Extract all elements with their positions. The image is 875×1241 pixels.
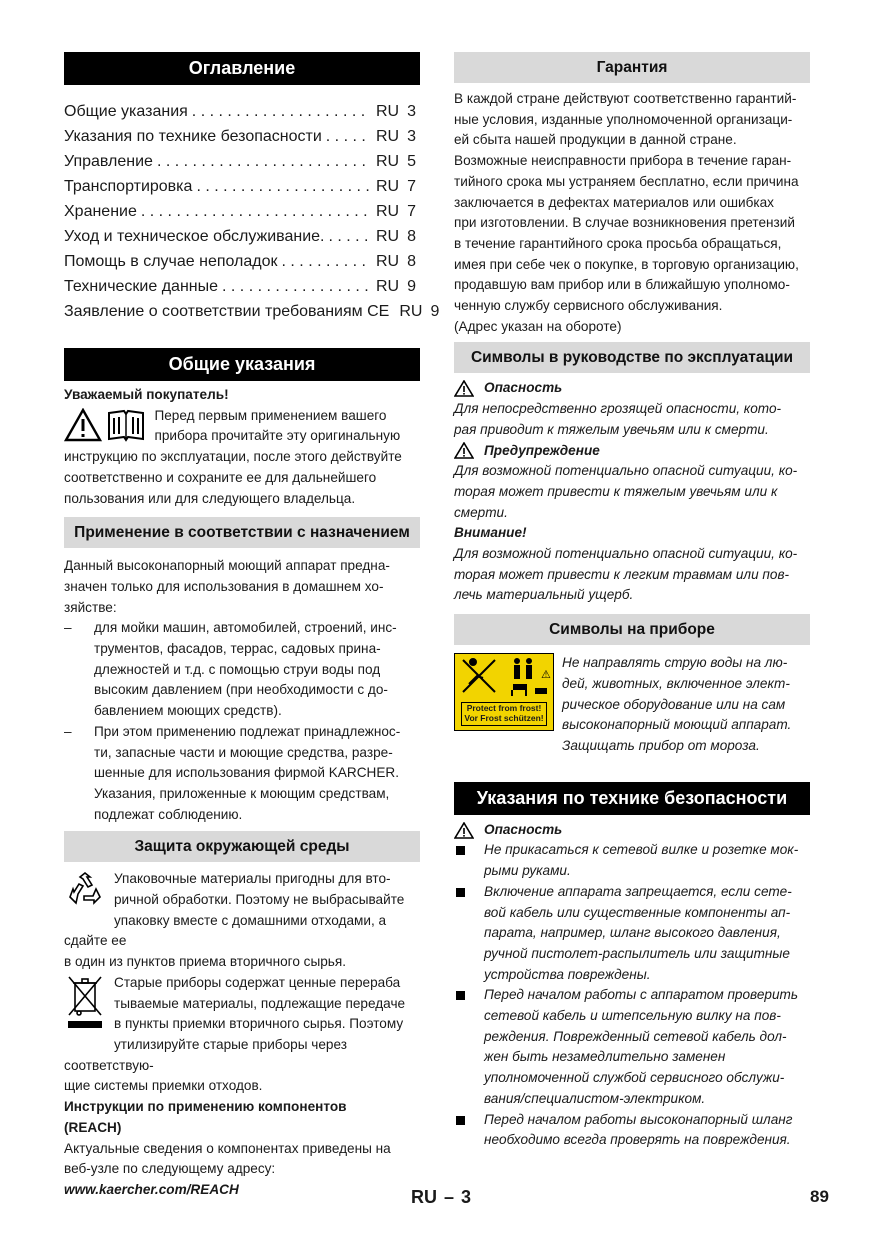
device-text: высоконапорный моющий аппарат. <box>562 717 792 733</box>
toc-item-number: 3 <box>407 103 417 120</box>
env-old-devices <box>64 973 420 1097</box>
toc-item[interactable] <box>64 149 420 174</box>
toc-item-title: Технические данные <box>64 278 219 295</box>
dash2-line: шенные для использования фирмой KARCHER. <box>94 765 399 781</box>
usage-line-3: зяйстве: <box>64 599 117 615</box>
dash2-line: подлежат соблюдению. <box>94 806 243 822</box>
toc-item-number: 7 <box>407 203 417 220</box>
read-manual-icons <box>64 408 146 442</box>
device-symbol-text <box>562 653 810 757</box>
toc-header: Оглавление <box>64 52 420 85</box>
env-packaging <box>64 869 420 973</box>
safety-bullet-line: Не прикасаться к сетевой вилке и розетке мок- <box>484 842 799 858</box>
toc-leader <box>188 99 370 124</box>
toc-item-page <box>370 124 420 149</box>
env-line: ричной обработки. Поэтому не выбрасывайте <box>114 892 405 908</box>
reach-title-2: (REACH) <box>64 1119 122 1135</box>
env-line: Упаковочные материалы пригодны для вто- <box>114 871 391 887</box>
intro-line-3: инструкцию по эксплуатации, после этого действуйте <box>64 449 402 465</box>
safety-bullet-line: Включение аппарата запрещается, если сете- <box>484 883 792 899</box>
dash1-line: для мойки машин, автомобилей, строений, инс- <box>94 620 397 636</box>
dash1-line: высоким давлением (при необходимости с до- <box>94 682 388 698</box>
toc-item-page <box>370 274 420 299</box>
dash-marker: – <box>64 723 72 739</box>
device-text: дей, животных, включенное элект- <box>562 675 790 691</box>
env-line: упаковку вместе с домашними отходами, а сдайте ее <box>64 912 387 949</box>
device-text: рическое оборудование или на сам <box>562 696 786 712</box>
warranty-line: при изготовлении. В случае возникновения претензий <box>454 215 795 231</box>
footer-section: RU <box>411 1187 437 1207</box>
safety-bullet-line: необходимо всегда проверять на повреждения. <box>484 1132 791 1148</box>
frost-line-2: Vor Frost schützen! <box>464 713 544 724</box>
device-text: Не направлять струю воды на лю- <box>562 655 788 671</box>
safety-bullet-line: жен быть незамедлительно заменен <box>484 1049 726 1065</box>
bullet-square-icon <box>454 882 484 986</box>
reach-url-link[interactable]: www.kaercher.com/REACH <box>64 1181 239 1197</box>
toc-item-title: Уход и техническое обслуживание. <box>64 228 325 245</box>
recycle-icon <box>66 871 104 907</box>
reach-title-1: Инструкции по применению компонентов <box>64 1099 347 1115</box>
env-line: в один из пунктов приема вторичного сырья. <box>64 954 347 970</box>
toc-item-title: Хранение <box>64 203 137 220</box>
caution-text: Для возможной потенциально опасной ситуации, ко- <box>454 546 798 562</box>
toc-item[interactable] <box>64 124 420 149</box>
warranty-line: ченную службу сервисного обслуживания. <box>454 298 723 314</box>
warranty-text <box>454 89 810 337</box>
warranty-line: заключается в дефектах материалов или ошибках <box>454 194 774 210</box>
warning-triangle-icon <box>454 380 474 397</box>
intro-line-2: прибора прочитайте эту оригинальную <box>154 428 401 444</box>
safety-bullet-line: вой кабель или существенные компоненты ап- <box>484 904 791 920</box>
toc-item[interactable] <box>64 224 420 249</box>
toc-item-page <box>370 249 420 274</box>
danger-label: Опасность <box>484 380 563 396</box>
toc-item[interactable] <box>64 174 420 199</box>
env-line: в пункты приемки вторичного сырья. Поэтому <box>114 1016 404 1032</box>
warning-heading <box>454 441 810 462</box>
toc-list <box>64 99 440 324</box>
safety-bullet-line: Перед началом работы с аппаратом проверить <box>484 987 798 1003</box>
toc-item-number: 8 <box>407 253 417 270</box>
toc-leader <box>278 249 370 274</box>
env-line: щие системы приемки отходов. <box>64 1078 263 1094</box>
usage-dash-item-1 <box>64 618 420 722</box>
toc-item[interactable] <box>64 274 420 299</box>
warranty-line: имея при себе чек о покупке, в торговую организацию, <box>454 256 799 272</box>
env-line: тываемые материалы, подлежащие передаче <box>114 995 406 1011</box>
warranty-line: продавшую вам прибор или в ближайшую уполномо- <box>454 277 790 293</box>
symbols-manual-header: Символы в руководстве по эксплуатации <box>454 342 810 373</box>
warranty-line: ей сбыта нашей продукции в данной стране. <box>454 132 737 148</box>
toc-item-page <box>393 299 439 324</box>
warranty-line: (Адрес указан на обороте) <box>454 318 622 334</box>
dash2-line: Указания, приложенные к моющим средствам, <box>94 785 390 801</box>
toc-item-lang: RU <box>376 178 400 195</box>
toc-item-number: 7 <box>407 178 417 195</box>
toc-item-lang: RU <box>399 303 423 320</box>
toc-item-lang: RU <box>376 103 400 120</box>
safety-bullet-line: устройства повреждены. <box>484 966 651 982</box>
reach-text-2: веб-узле по следующему адресу: <box>64 1161 276 1177</box>
symbols-device-header: Символы на приборе <box>454 614 810 645</box>
crossed-bin-icon <box>66 975 104 1033</box>
toc-leader <box>192 174 370 199</box>
dash2-line: При этом применению подлежат принадлежнос- <box>94 723 401 739</box>
dash1-line: трументов, фасадов, террас, садовых прина- <box>94 641 381 657</box>
warning-text: торая может привести к тяжелым увечьям или к <box>454 483 778 499</box>
safety-bullet-line: парата, например, шланг высокого давления, <box>484 925 781 941</box>
toc-item-number: 8 <box>407 228 417 245</box>
toc-item-title: Указания по технике безопасности <box>64 128 322 145</box>
toc-item-page <box>370 99 420 124</box>
device-symbol-block <box>454 653 810 757</box>
caution-text: торая может привести к легким травмам или пов- <box>454 566 790 582</box>
warning-triangle-icon <box>454 442 474 459</box>
warning-label: Предупреждение <box>484 442 600 458</box>
safety-bullet-line: сетевой кабель и штепсельную вилку на пов- <box>484 1008 781 1024</box>
usage-line-1: Данный высоконапорный моющий аппарат предна- <box>64 558 390 574</box>
toc-item-lang: RU <box>376 278 400 295</box>
warning-text: Для возможной потенциально опасной ситуации, ко- <box>454 463 798 479</box>
footer-section-page: 3 <box>461 1187 472 1207</box>
right-column <box>454 52 810 1151</box>
toc-item-lang: RU <box>376 253 400 270</box>
toc-item[interactable] <box>64 99 420 124</box>
safety-bullet-line: ручной пистолет-распылитель или защитные <box>484 945 790 961</box>
warning-text: смерти. <box>454 504 508 520</box>
toc-item-title: Помощь в случае неполадок <box>64 253 278 270</box>
env-header: Защита окружающей среды <box>64 831 420 862</box>
toc-item-number: 9 <box>430 303 440 320</box>
safety-bullet <box>454 1110 810 1151</box>
env-line: Старые приборы содержат ценные перераба <box>114 974 401 990</box>
toc-leader <box>322 124 370 149</box>
dear-customer: Уважаемый покупатель! <box>64 387 229 402</box>
safety-danger-label: Опасность <box>484 821 563 837</box>
toc-item-page <box>370 224 420 249</box>
toc-item[interactable] <box>64 249 420 274</box>
toc-item-lang: RU <box>376 228 400 245</box>
section-page-label <box>411 1187 471 1208</box>
toc-leader <box>218 274 370 299</box>
toc-item[interactable] <box>64 199 420 224</box>
dash1-line: длежностей и т.д. с помощью струи воды под <box>94 661 381 677</box>
toc-leader <box>324 224 370 249</box>
warning-triangle-icon <box>454 822 474 839</box>
frost-line-1: Protect from frost! <box>466 703 542 714</box>
warranty-line: ные условия, изданные уполномоченной организаци- <box>454 111 793 127</box>
usage-dash-item-2 <box>64 722 420 826</box>
toc-item-number: 9 <box>407 278 417 295</box>
left-column <box>64 52 440 1201</box>
warranty-line: Возможные неисправности прибора в течение гаран- <box>454 153 792 169</box>
intro-line-1: Перед первым применением вашего <box>154 407 387 423</box>
device-warning-label <box>454 653 554 731</box>
danger-heading <box>454 378 810 399</box>
no-spray-pictogram-icon <box>455 654 553 704</box>
toc-item-number: 3 <box>407 128 417 145</box>
toc-item-page <box>370 149 420 174</box>
safety-bullet-line: Перед началом работы высоконапорный шланг <box>484 1111 793 1127</box>
safety-bullet <box>454 882 810 986</box>
safety-bullet-line: рыми руками. <box>484 863 571 879</box>
dash1-line: бавлением моющих средств). <box>94 703 282 719</box>
usage-line-2: значен только для использования в домашнем хо- <box>64 578 384 594</box>
toc-item-title: Общие указания <box>64 103 188 120</box>
toc-item-page <box>370 174 420 199</box>
safety-bullet <box>454 985 810 1109</box>
safety-danger-heading <box>454 820 810 841</box>
safety-bullet-line: вания/специалистом-электриком. <box>484 1090 706 1106</box>
danger-text: рая приводит к тяжелым увечьям или к смерти. <box>454 421 769 437</box>
warranty-header: Гарантия <box>454 52 810 83</box>
bullet-square-icon <box>454 1110 484 1151</box>
env-line: утилизируйте старые приборы через соответствую- <box>64 1036 347 1073</box>
general-intro <box>64 406 420 510</box>
warranty-line: в течение гарантийного срока просьба обращаться, <box>454 235 782 251</box>
reach-text-1: Актуальные сведения о компонентах приведены на <box>64 1140 391 1156</box>
warranty-line: В каждой стране действуют соответственно гарантий- <box>454 91 797 106</box>
safety-bullet-line: реждения. Поврежденный сетевой кабель дол- <box>484 1028 787 1044</box>
weee-bin-icon-wrap <box>66 975 104 1038</box>
toc-item-title: Управление <box>64 153 153 170</box>
safety-header: Указания по технике безопасности <box>454 782 810 815</box>
intro-line-4: соответственно и сохраните ее для дальнейшего <box>64 469 377 485</box>
toc-leader <box>153 149 370 174</box>
caution-text: лечь материальный ущерб. <box>454 587 634 603</box>
svg-text:⚠: ⚠ <box>541 668 551 682</box>
toc-item-title: Транспортировка <box>64 178 193 195</box>
safety-bullet-line: уполномоченной службой сервисного обслужи- <box>484 1070 785 1086</box>
warning-triangle-icon <box>64 408 102 442</box>
general-header: Общие указания <box>64 348 420 381</box>
recycle-icon-wrap <box>66 871 104 912</box>
frost-label-box <box>461 702 547 726</box>
page-number: 89 <box>810 1187 829 1206</box>
danger-text: Для непосредственно грозящей опасности, кото- <box>454 401 782 417</box>
safety-bullet-list <box>454 840 810 1151</box>
manual-book-icon <box>106 408 146 442</box>
usage-header: Применение в соответствии с назначением <box>64 517 420 548</box>
dash-marker: – <box>64 620 72 636</box>
toc-item-title: Заявление о соответствии требованиям CE <box>64 303 390 320</box>
toc-leader <box>137 199 370 224</box>
footer-dash: – <box>444 1187 455 1207</box>
intro-line-5: пользования или для следующего владельца. <box>64 490 356 506</box>
device-text: Защищать прибор от мороза. <box>562 737 760 753</box>
toc-item[interactable] <box>64 299 440 324</box>
dash2-line: ти, запасные части и моющие средства, разре- <box>94 744 393 760</box>
toc-item-lang: RU <box>376 153 400 170</box>
safety-bullet <box>454 840 810 881</box>
toc-item-page <box>370 199 420 224</box>
bullet-square-icon <box>454 840 484 881</box>
toc-item-lang: RU <box>376 203 400 220</box>
caution-label: Внимание! <box>454 525 527 541</box>
toc-item-number: 5 <box>407 153 417 170</box>
bullet-square-icon <box>454 985 484 1109</box>
toc-item-lang: RU <box>376 128 400 145</box>
warranty-line: тийного срока мы устраняем бесплатно, если причина <box>454 173 799 189</box>
